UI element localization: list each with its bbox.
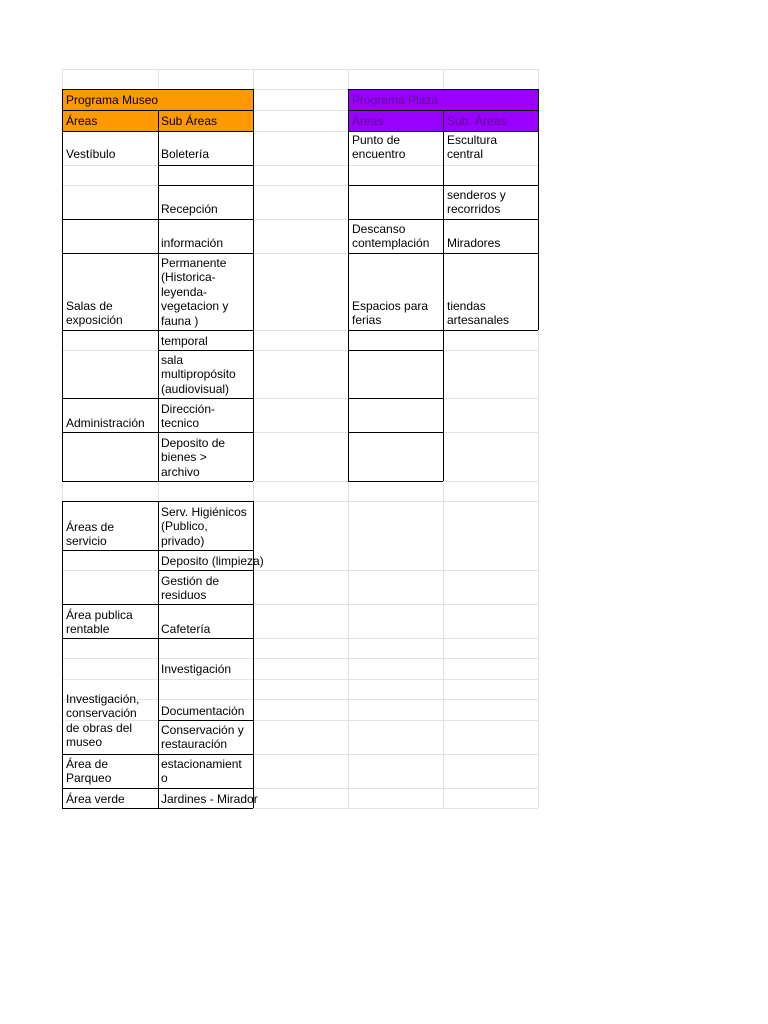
subarea-direccion: Dirección- tecnico (161, 402, 216, 431)
border-v (443, 330, 444, 481)
border-h (348, 432, 443, 433)
border-v (158, 110, 159, 481)
border-h (158, 570, 253, 571)
border-h (158, 350, 253, 351)
gridline-h (62, 350, 538, 351)
border-v (253, 89, 254, 481)
area-descanso: Descanso contemplación (352, 222, 430, 251)
museo-title: Programa Museo (66, 93, 159, 107)
subarea-cafeteria: Cafetería (161, 622, 211, 636)
museo-col-areas: Áreas (66, 114, 98, 128)
area-encuentro: Punto de encuentro (352, 133, 406, 162)
subarea-investigacion: Investigación (161, 662, 232, 676)
subarea-temporal: temporal (161, 334, 208, 348)
subarea-multiproposito: sala multipropósito (audiovisual) (161, 353, 236, 396)
subarea-miradores: Miradores (447, 236, 501, 250)
subarea-higienicos: Serv. Higiénicos (Publico, privado) (161, 505, 247, 548)
subarea-tiendas: tiendas artesanales (447, 299, 510, 328)
gridline-h (62, 658, 538, 659)
border-h (158, 720, 253, 721)
area-administracion: Administración (66, 416, 145, 430)
area-vestibulo: Vestíbulo (66, 147, 116, 161)
subarea-estacionamiento: estacionamient o (161, 757, 242, 786)
area-servicio: Áreas de servicio (66, 520, 115, 549)
border-h (348, 350, 443, 351)
gridline-h (62, 679, 538, 680)
museo-col-subareas: Sub Áreas (161, 114, 218, 128)
area-salas: Salas de exposición (66, 299, 123, 328)
subarea-residuos: Gestión de residuos (161, 574, 220, 603)
subarea-deposito-limpieza: Deposito (limpieza) (161, 554, 264, 568)
area-ferias: Espacios para ferias (352, 299, 429, 328)
area-parqueo: Área de Parqueo (66, 757, 112, 786)
border-v (62, 89, 63, 481)
border-v (348, 89, 349, 481)
subarea-escultura: Escultura central (447, 133, 498, 162)
area-publica: Área publica rentable (66, 608, 133, 637)
subarea-senderos: senderos y recorridos (447, 188, 506, 217)
subarea-deposito-bienes: Deposito de bienes > archivo (161, 436, 226, 479)
border-v (253, 501, 254, 808)
border-h (348, 481, 443, 482)
border-v (62, 501, 63, 808)
gridline-h (62, 165, 538, 166)
area-verde: Área verde (66, 792, 125, 806)
area-investigacion: Investigación, conservación de obras del museo (66, 692, 140, 750)
border-v (443, 110, 444, 330)
border-h (62, 481, 253, 482)
border-h (348, 398, 443, 399)
subarea-recepcion: Recepción (161, 202, 218, 216)
border-h (62, 89, 253, 90)
border-v (158, 501, 159, 808)
subarea-permanente: Permanente (Historica- leyenda- vegetacion y fauna ) (161, 256, 229, 328)
border-h (158, 165, 253, 166)
border-h (348, 89, 538, 90)
subarea-conservacion: Conservación y restauración (161, 723, 244, 752)
border-h (62, 808, 253, 809)
subarea-boleteria: Boletería (161, 147, 210, 161)
plaza-col-subareas: Sub. Áreas (447, 114, 507, 128)
subarea-informacion: información (161, 236, 224, 250)
plaza-col-areas: Áreas (352, 114, 384, 128)
subarea-documentacion: Documentación (161, 704, 245, 718)
gridline-h (62, 69, 538, 70)
plaza-title: Programa Plaza (352, 93, 439, 107)
gridline-h (62, 570, 538, 571)
border-h (158, 185, 253, 186)
border-v (538, 89, 539, 330)
subarea-jardines: Jardines - Mirador (161, 792, 258, 806)
